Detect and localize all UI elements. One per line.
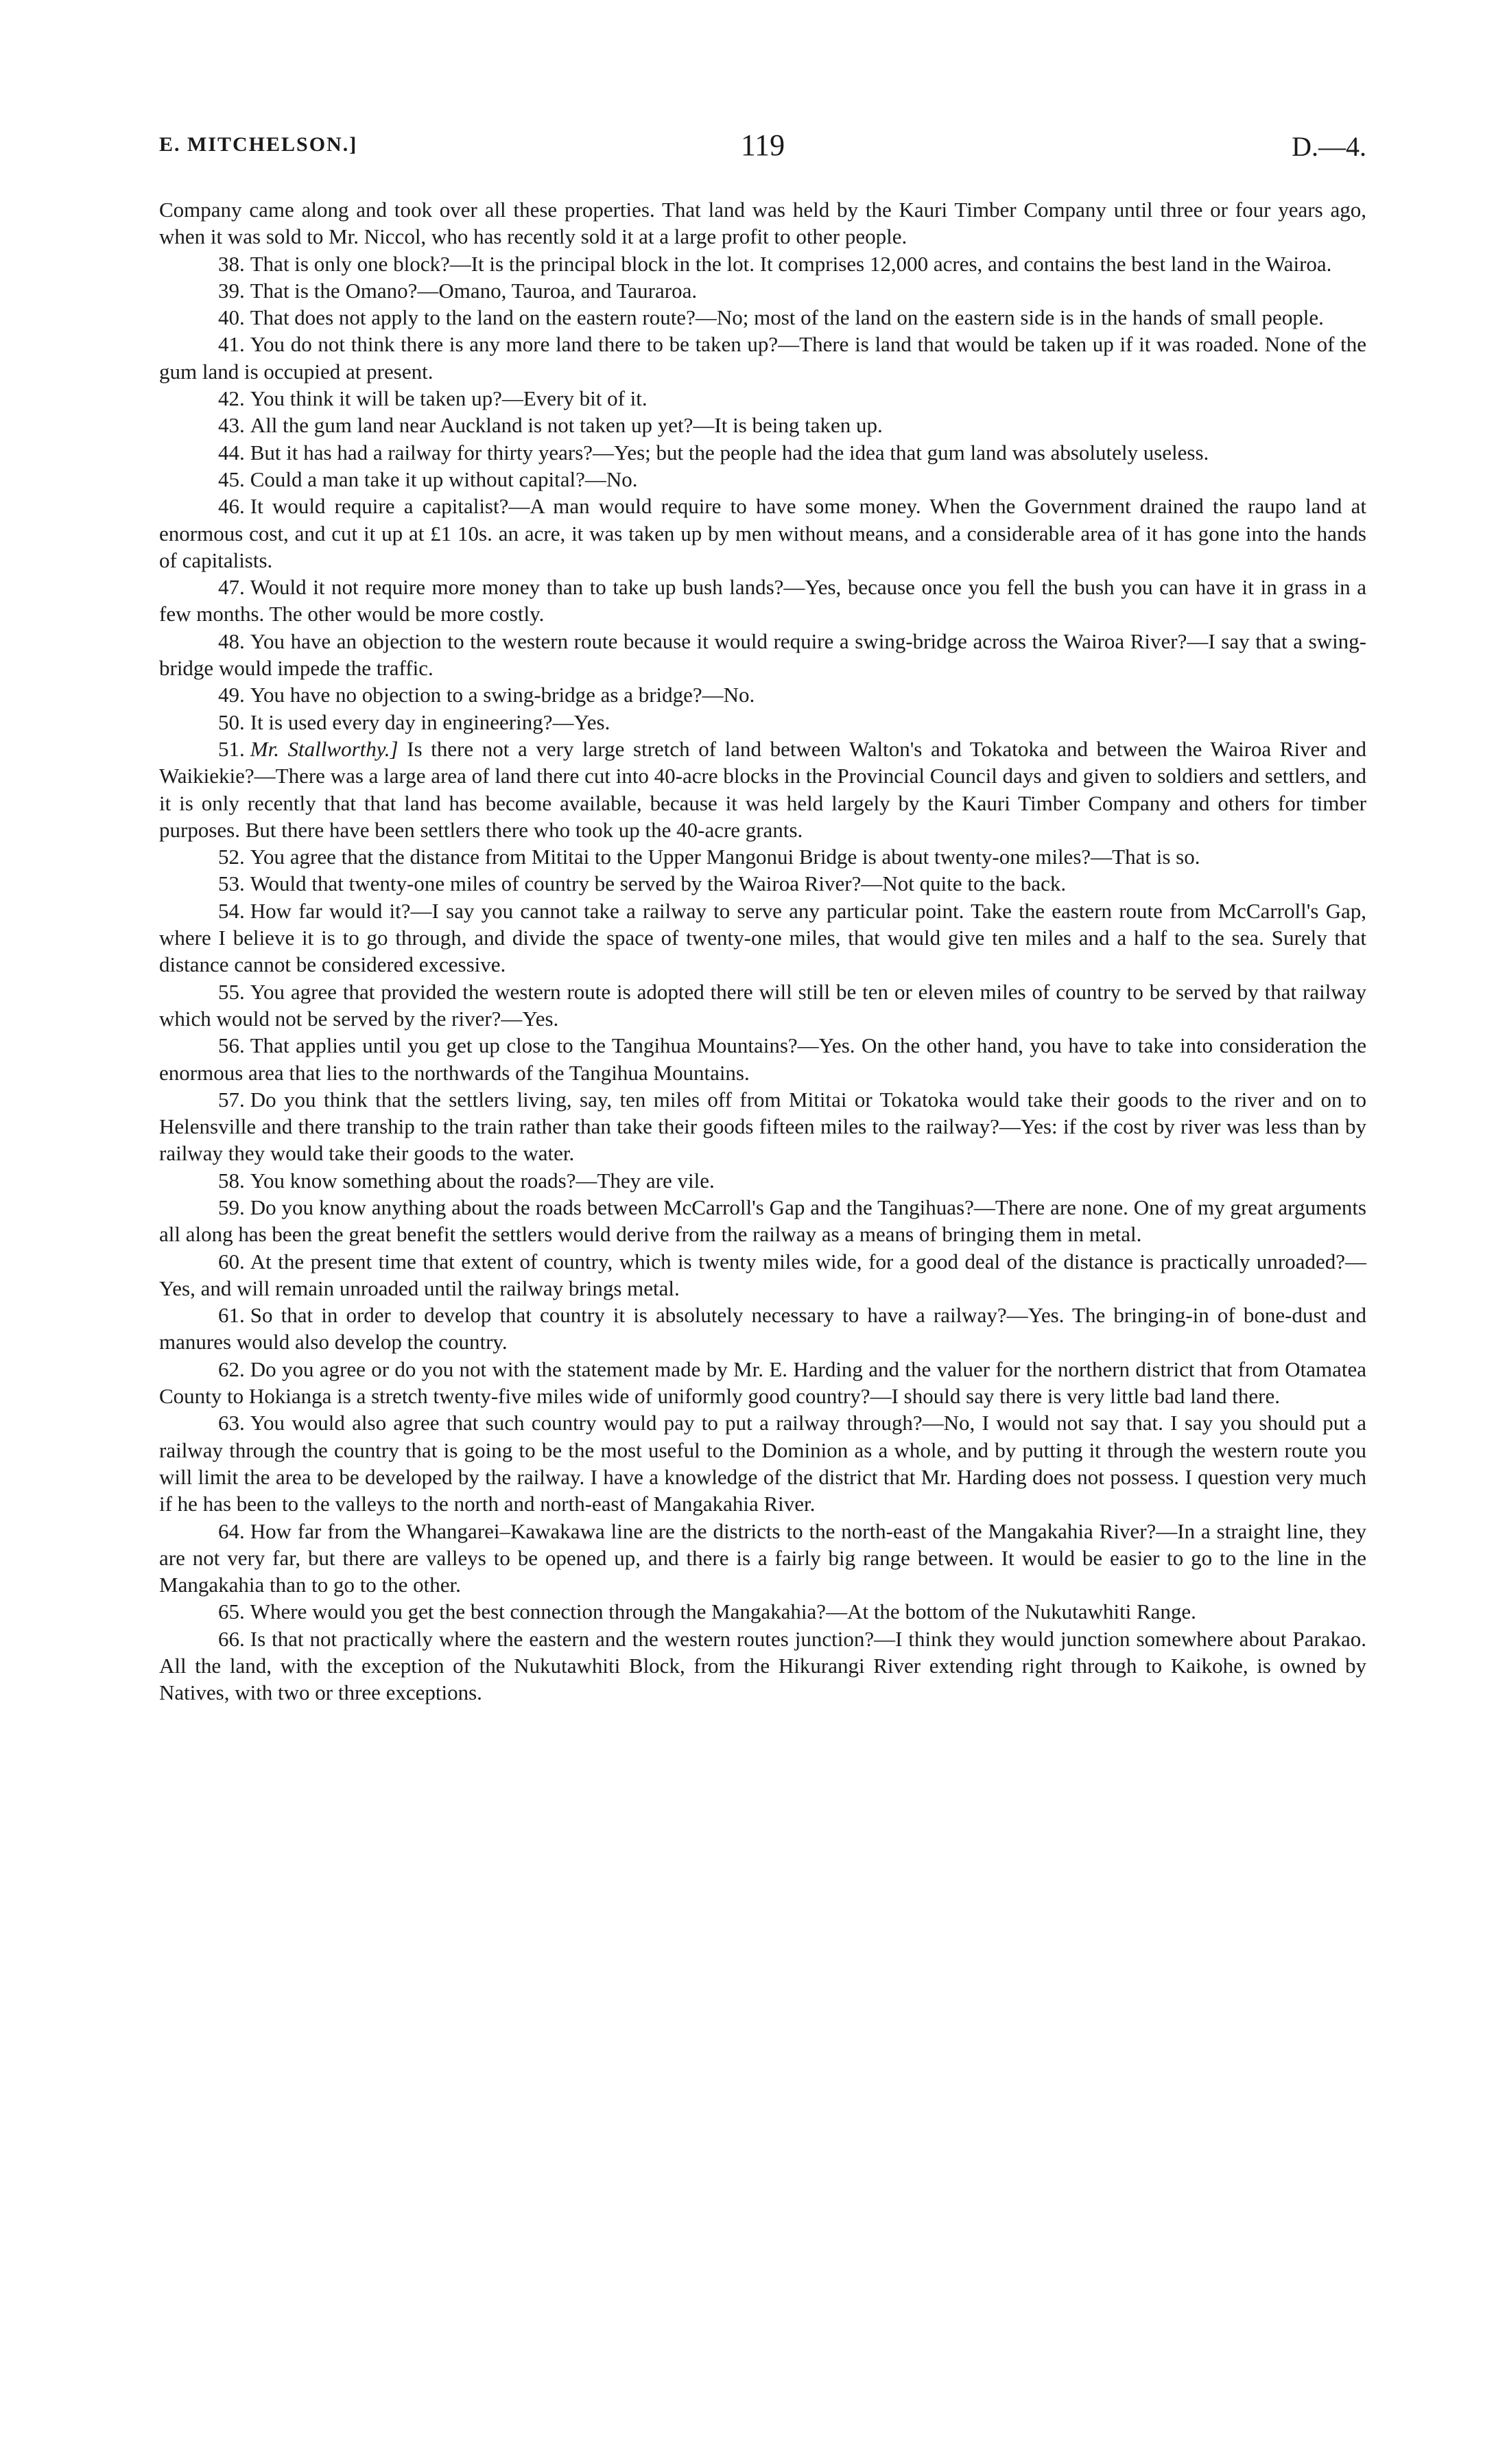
question-number: 53. xyxy=(218,871,245,896)
question-answer-list xyxy=(159,250,1366,1706)
question-number: 47. xyxy=(218,575,245,600)
question-answer-text: So that in order to develop that country it is absolutely necessary to have a railway?—Yes. The bringing-in of bone-dust and manures would also develop the country. xyxy=(159,1303,1366,1354)
question-answer-text: Would it not require more money than to take up bush lands?—Yes, because once you fell the bush you can have it in grass in a few months. The other would be more costly. xyxy=(159,575,1366,626)
question-answer-item xyxy=(159,385,1366,412)
question-answer-item xyxy=(159,1167,1366,1194)
question-number: 63. xyxy=(218,1411,245,1435)
question-answer-item xyxy=(159,709,1366,736)
question-answer-text: It would require a capitalist?—A man would require to have some money. When the Government drained the raupo land at enormous cost, and cut it up at £1 10s. an acre, it was taken up by men without means, and a considerable area of it has gone into the hands of capitalists. xyxy=(159,494,1366,572)
question-answer-text: You have no objection to a swing-bridge as a bridge?—No. xyxy=(250,683,755,707)
question-number: 56. xyxy=(218,1033,245,1058)
question-answer-item xyxy=(159,628,1366,682)
question-number: 38. xyxy=(218,251,245,276)
question-number: 48. xyxy=(218,629,245,653)
question-answer-text: You know something about the roads?—They are vile. xyxy=(250,1168,715,1193)
question-answer-text: Would that twenty-one miles of country be served by the Wairoa River?—Not quite to the back. xyxy=(250,871,1067,896)
question-answer-text: How far from the Whangarei–Kawakawa line are the districts to the north-east of the Mangakahia River?—In a straight line, they are not very far, but there are valleys to be opened up, and there is a fairly big range between. It would be easier to go to the line in the Mangakahia than to go to the other. xyxy=(159,1518,1366,1597)
question-number: 46. xyxy=(218,494,245,519)
question-answer-item xyxy=(159,1409,1366,1517)
question-answer-text: You agree that provided the western route is adopted there will still be ten or eleven miles of country to be served by that railway which would not be served by the river?—Yes. xyxy=(159,979,1366,1031)
question-answer-item xyxy=(159,1194,1366,1248)
question-answer-text: You do not think there is any more land there to be taken up?—There is land that would be taken up if it was roaded. None of the gum land is occupied at present. xyxy=(159,332,1366,384)
question-answer-text: That applies until you get up close to the Tangihua Mountains?—Yes. On the other hand, you have to take into consideration the enormous area that lies to the northwards of the Tangihua Mountains. xyxy=(159,1033,1366,1085)
question-number: 44. xyxy=(218,440,245,465)
question-number: 50. xyxy=(218,709,245,734)
speaker-name: Mr. Stallworthy.] xyxy=(250,736,399,761)
evidence-text xyxy=(159,196,1366,1706)
question-number: 66. xyxy=(218,1626,245,1651)
question-number: 54. xyxy=(218,898,245,923)
question-answer-item xyxy=(159,1598,1366,1625)
question-number: 64. xyxy=(218,1518,245,1543)
question-answer-text: All the gum land near Auckland is not taken up yet?—It is being taken up. xyxy=(250,413,883,438)
question-answer-item xyxy=(159,493,1366,574)
question-answer-text: Is there not a very large stretch of land between Walton's and Tokatoka and between the Wairoa River and Waikiekie?—There was a large area of land there cut into 40-acre blocks in the Provincial Council days and given to soldiers and settlers, and it is only recently that that land has become available, because it was held largely by the Kauri Timber Company and others for timber purposes. But there have been settlers there who took up the 40-acre grants. xyxy=(159,736,1366,842)
question-number: 40. xyxy=(218,305,245,330)
question-answer-item xyxy=(159,574,1366,628)
question-answer-item xyxy=(159,1086,1366,1167)
question-answer-text: But it has had a railway for thirty years?—Yes; but the people had the idea that gum land was absolutely useless. xyxy=(250,440,1209,465)
question-number: 55. xyxy=(218,979,245,1004)
question-answer-text: Where would you get the best connection through the Mangakahia?—At the bottom of the Nukutawhiti Range. xyxy=(250,1599,1196,1624)
question-number: 57. xyxy=(218,1087,245,1112)
question-answer-text: You have an objection to the western route because it would require a swing-bridge across the Wairoa River?—I say that a swing-bridge would impede the traffic. xyxy=(159,629,1366,681)
question-number: 49. xyxy=(218,683,245,707)
question-number: 45. xyxy=(218,467,245,491)
question-number: 41. xyxy=(218,332,245,357)
question-answer-text: Could a man take it up without capital?—No. xyxy=(250,467,638,491)
question-answer-item xyxy=(159,978,1366,1033)
question-number: 52. xyxy=(218,845,245,869)
question-number: 61. xyxy=(218,1303,245,1328)
question-answer-text: You would also agree that such country would pay to put a railway through?—No, I would not say that. I say you should put a railway through the country that is going to be the most useful to the Dominion as a whole, and by putting it through the western route you will limit the area to be developed by the railway. I have a knowledge of the district that Mr. Harding does not possess. I question very much if he has been to the valleys to the north and north-east of Mangakahia River. xyxy=(159,1411,1366,1516)
question-answer-item xyxy=(159,1302,1366,1356)
question-answer-item xyxy=(159,1518,1366,1599)
question-number: 51. xyxy=(218,736,245,761)
question-answer-text: That does not apply to the land on the eastern route?—No; most of the land on the eastern side is in the hands of small people. xyxy=(250,305,1324,330)
question-answer-text: That is only one block?—It is the principal block in the lot. It comprises 12,000 acres, and contains the best land in the Wairoa. xyxy=(250,251,1332,276)
question-answer-text: Is that not practically where the eastern and the western routes junction?—I think they would junction somewhere about Parakao. All the land, with the exception of the Nukutawhiti Block, from the Hikurangi River extending right through to Kaikohe, is owned by Natives, with two or three exceptions. xyxy=(159,1626,1366,1705)
question-answer-item xyxy=(159,466,1366,493)
question-answer-item xyxy=(159,1626,1366,1706)
question-answer-text: You think it will be taken up?—Every bit of it. xyxy=(250,386,648,411)
question-answer-item xyxy=(159,412,1366,438)
question-number: 59. xyxy=(218,1195,245,1219)
question-number: 42. xyxy=(218,386,245,411)
question-answer-item xyxy=(159,870,1366,897)
question-number: 65. xyxy=(218,1599,245,1624)
document-reference: D.—4. xyxy=(1292,131,1366,162)
question-answer-text: You agree that the distance from Mititai to the Upper Mangonui Bridge is about twenty-one miles?—That is so. xyxy=(250,845,1200,869)
question-answer-item xyxy=(159,277,1366,304)
question-answer-text: That is the Omano?—Omano, Tauroa, and Tauraroa. xyxy=(250,278,698,303)
question-answer-item xyxy=(159,304,1366,331)
question-answer-item xyxy=(159,1032,1366,1086)
question-answer-item xyxy=(159,1356,1366,1410)
question-number: 58. xyxy=(218,1168,245,1193)
question-answer-item xyxy=(159,681,1366,708)
question-answer-item xyxy=(159,331,1366,385)
page-header xyxy=(159,128,1366,169)
question-answer-item xyxy=(159,439,1366,466)
question-answer-item xyxy=(159,736,1366,843)
question-answer-item xyxy=(159,250,1366,277)
continuation-paragraph: Company came along and took over all these properties. That land was held by the Kauri Timber Company until three or four years ago, when it was sold to Mr. Niccol, who has recently sold it at a large profit to other people. xyxy=(159,198,1366,249)
question-answer-item xyxy=(159,843,1366,870)
question-answer-text: Do you know anything about the roads between McCarroll's Gap and the Tangihuas?—There are none. One of my great arguments all along has been the great benefit the settlers would derive from the railway as a means of bringing them in metal. xyxy=(159,1195,1366,1247)
question-number: 39. xyxy=(218,278,245,303)
question-answer-text: Do you agree or do you not with the statement made by Mr. E. Harding and the valuer for the northern district that from Otamatea County to Hokianga is a stretch twenty-five miles wide of uniformly good country?—I should say there is very little bad land there. xyxy=(159,1357,1366,1409)
question-number: 62. xyxy=(218,1357,245,1381)
question-answer-item xyxy=(159,1248,1366,1302)
question-answer-text: Do you think that the settlers living, say, ten miles off from Mititai or Tokatoka would take their goods to the river and on to Helensville and there tranship to the train rather than take their goods fifteen miles to the railway?—Yes: if the cost by river was less than by railway they would take their goods to the water. xyxy=(159,1087,1366,1166)
question-number: 43. xyxy=(218,413,245,438)
page-number: 119 xyxy=(740,128,785,162)
question-answer-item xyxy=(159,897,1366,978)
witness-name: E. MITCHELSON.] xyxy=(159,133,358,156)
question-answer-text: How far would it?—I say you cannot take a railway to serve any particular point. Take the eastern route from McCarroll's Gap, where I believe it is to go through, and divide the space of twenty-one miles, that would give ten miles and a half to the sea. Surely that distance cannot be considered excessive. xyxy=(159,898,1366,977)
question-answer-text: It is used every day in engineering?—Yes. xyxy=(250,709,610,734)
question-number: 60. xyxy=(218,1249,245,1274)
question-answer-text: At the present time that extent of country, which is twenty miles wide, for a good deal of the distance is practically unroaded?—Yes, and will remain unroaded until the railway brings metal. xyxy=(159,1249,1366,1300)
